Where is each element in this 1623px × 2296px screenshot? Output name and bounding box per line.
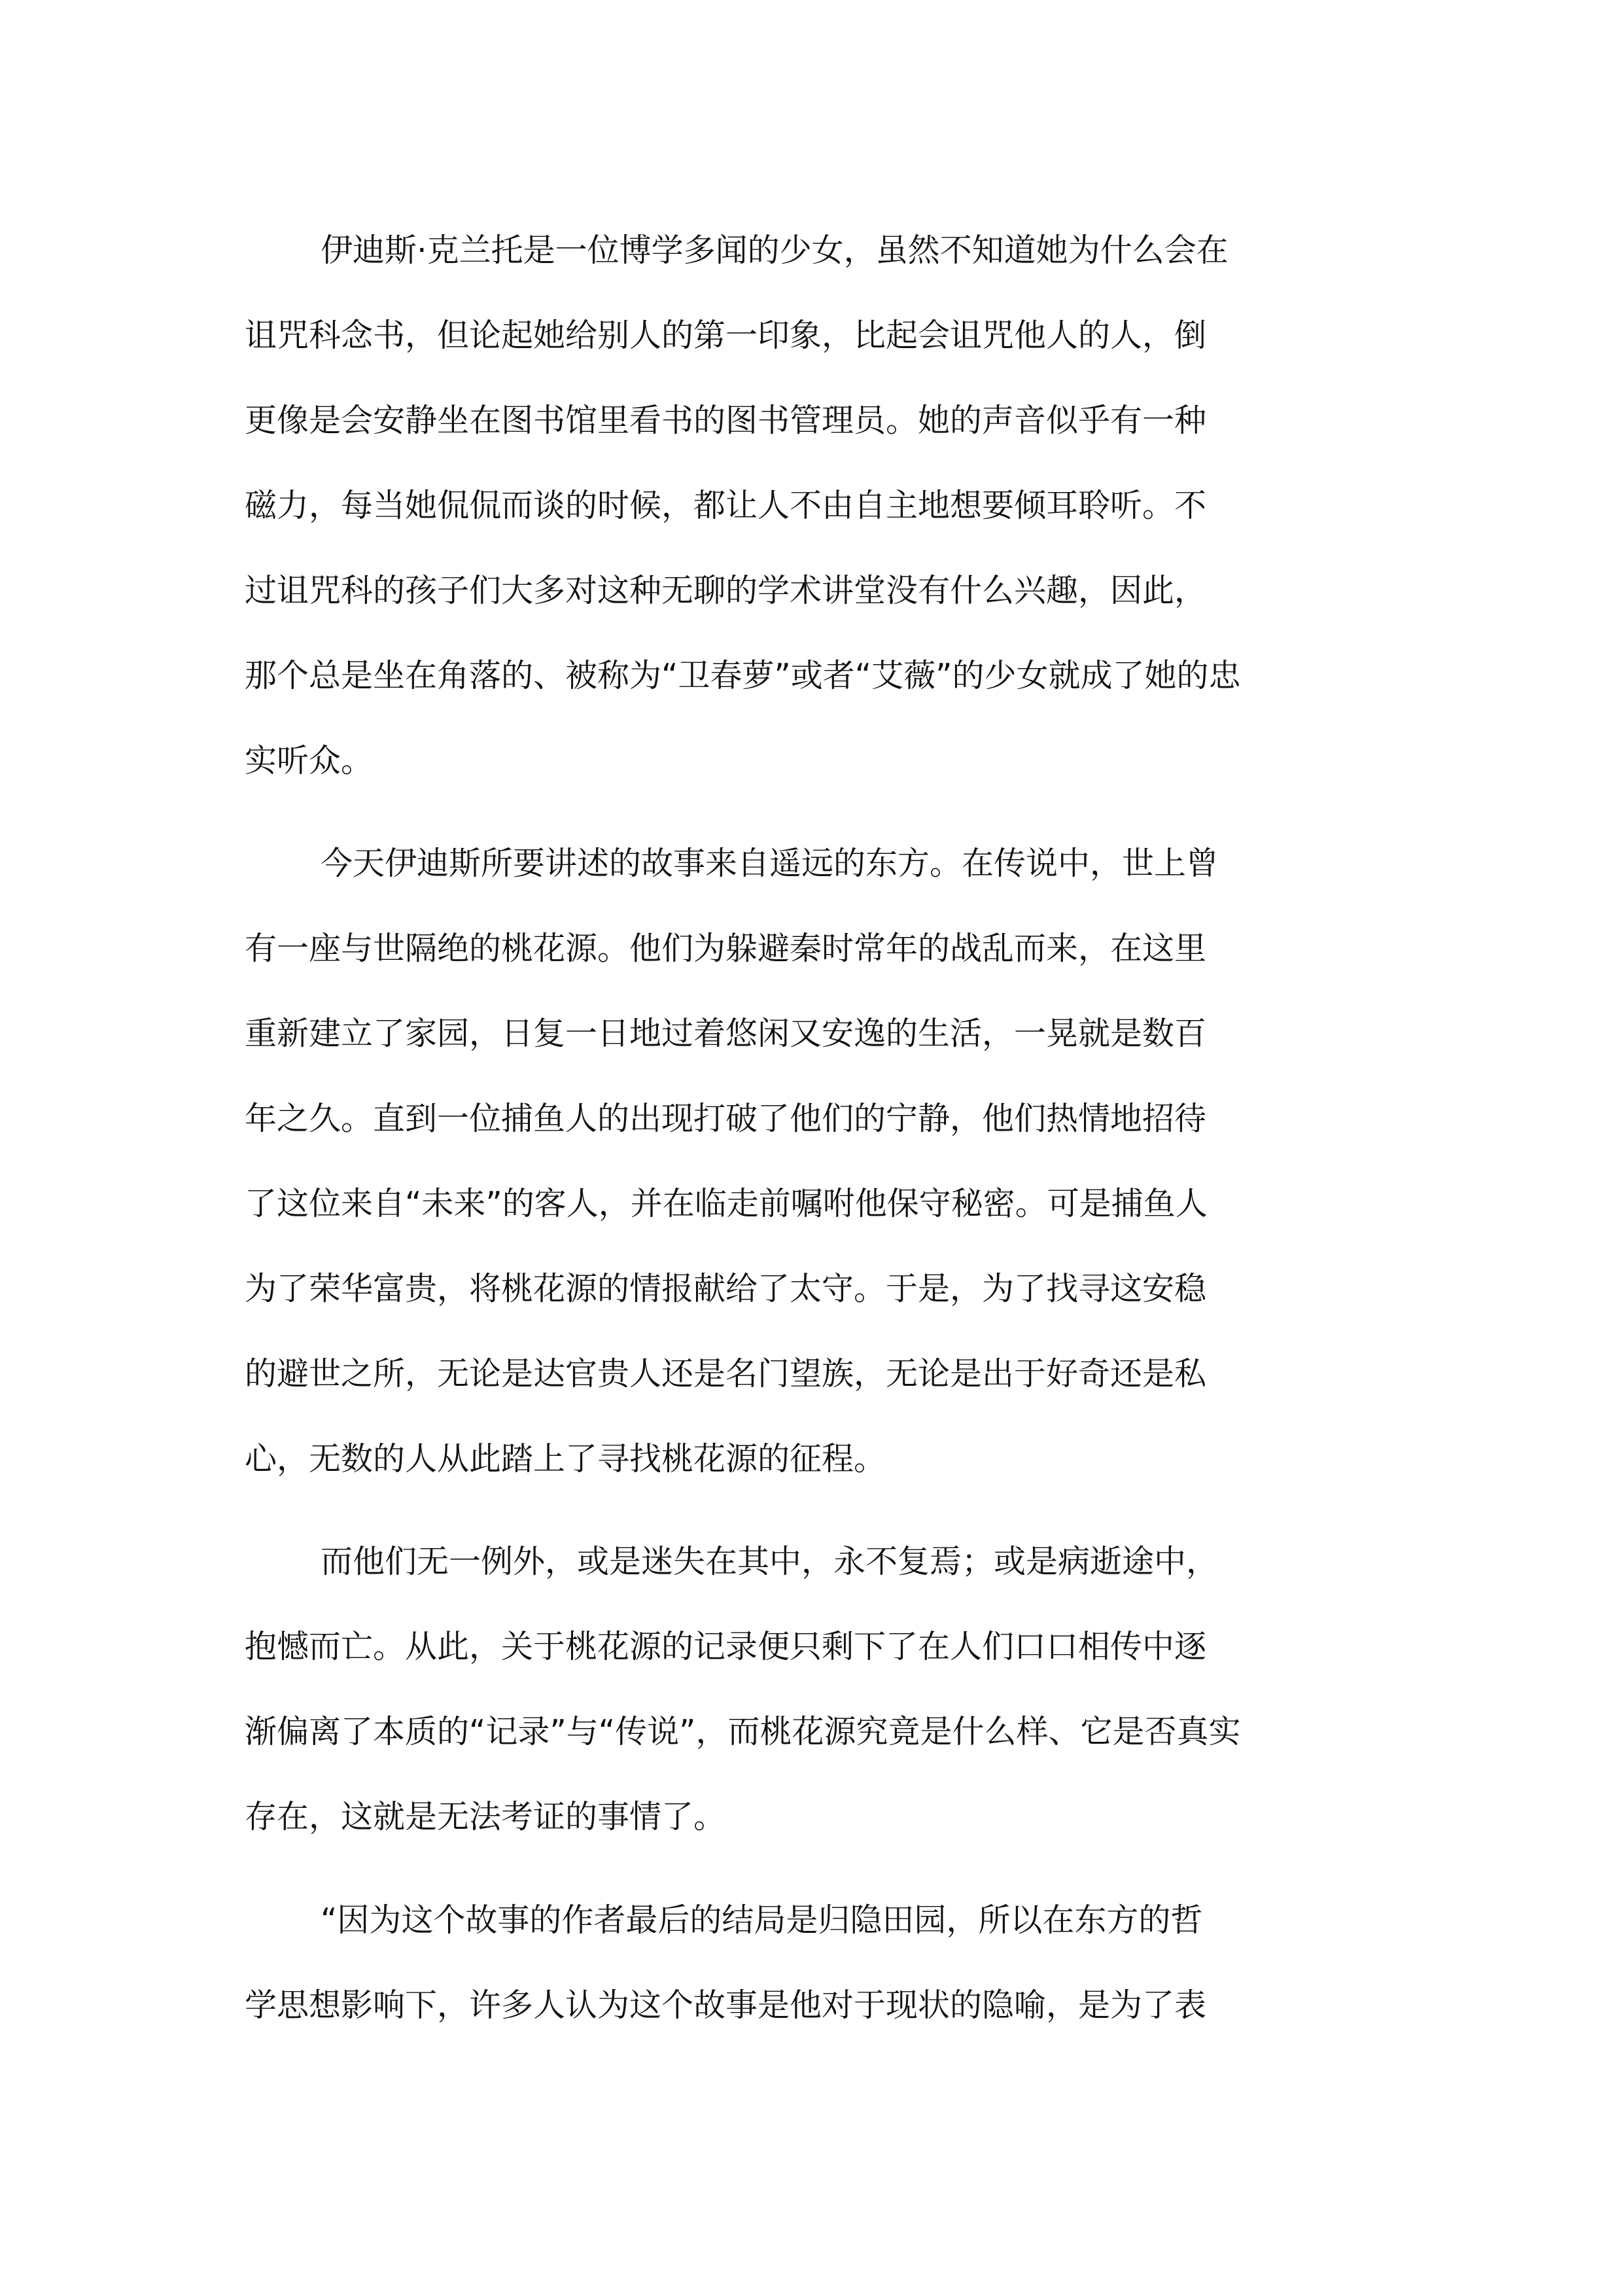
paragraph-1-line-7: 实听众。 [245,742,374,779]
paragraph-3-line-3: 渐偏离了本质的“记录”与“传说”，而桃花源究竟是什么样、它是否真实 [245,1713,1241,1750]
paragraph-3-line-1: 而他们无一例外，或是迷失在其中，永不复焉；或是病逝途中， [321,1543,1219,1580]
paragraph-2-line-8: 心，无数的人从此踏上了寻找桃花源的征程。 [245,1440,886,1477]
paragraph-2-line-1: 今天伊迪斯所要讲述的故事来自遥远的东方。在传说中，世上曾 [321,845,1219,882]
paragraph-1-line-4: 磁力，每当她侃侃而谈的时候，都让人不由自主地想要倾耳聆听。不 [245,487,1207,524]
paragraph-2-line-6: 为了荣华富贵，将桃花源的情报献给了太守。于是，为了找寻这安稳 [245,1270,1207,1307]
paragraph-2-line-7: 的避世之所，无论是达官贵人还是名门望族，无论是出于好奇还是私 [245,1355,1207,1392]
paragraph-3-line-2: 抱憾而亡。从此，关于桃花源的记录便只剩下了在人们口口相传中逐 [245,1628,1207,1665]
paragraph-1-line-3: 更像是会安静坐在图书馆里看书的图书管理员。她的声音似乎有一种 [245,402,1207,439]
paragraph-2-line-2: 有一座与世隔绝的桃花源。他们为躲避秦时常年的战乱而来，在这里 [245,930,1207,967]
paragraph-1-line-5: 过诅咒科的孩子们大多对这种无聊的学术讲堂没有什么兴趣，因此， [245,572,1207,609]
paragraph-4-line-1: “因为这个故事的作者最后的结局是归隐田园，所以在东方的哲 [321,1901,1203,1939]
paragraph-1-line-2: 诅咒科念书，但论起她给别人的第一印象，比起会诅咒他人的人，倒 [245,317,1207,354]
paragraph-2-line-5: 了这位来自“未来”的客人，并在临走前嘱咐他保守秘密。可是捕鱼人 [245,1185,1208,1222]
paragraph-1-line-6: 那个总是坐在角落的、被称为“卫春萝”或者“艾薇”的少女就成了她的忠 [245,657,1241,694]
paragraph-3-line-4: 存在，这就是无法考证的事情了。 [245,1798,726,1835]
paragraph-2-line-3: 重新建立了家园，日复一日地过着悠闲又安逸的生活，一晃就是数百 [245,1015,1207,1052]
paragraph-4-line-2: 学思想影响下，许多人认为这个故事是他对于现状的隐喻，是为了表 [245,1987,1207,2024]
paragraph-1-line-1: 伊迪斯·克兰托是一位博学多闻的少女，虽然不知道她为什么会在 [321,232,1229,269]
paragraph-2-line-4: 年之久。直到一位捕鱼人的出现打破了他们的宁静，他们热情地招待 [245,1100,1207,1137]
